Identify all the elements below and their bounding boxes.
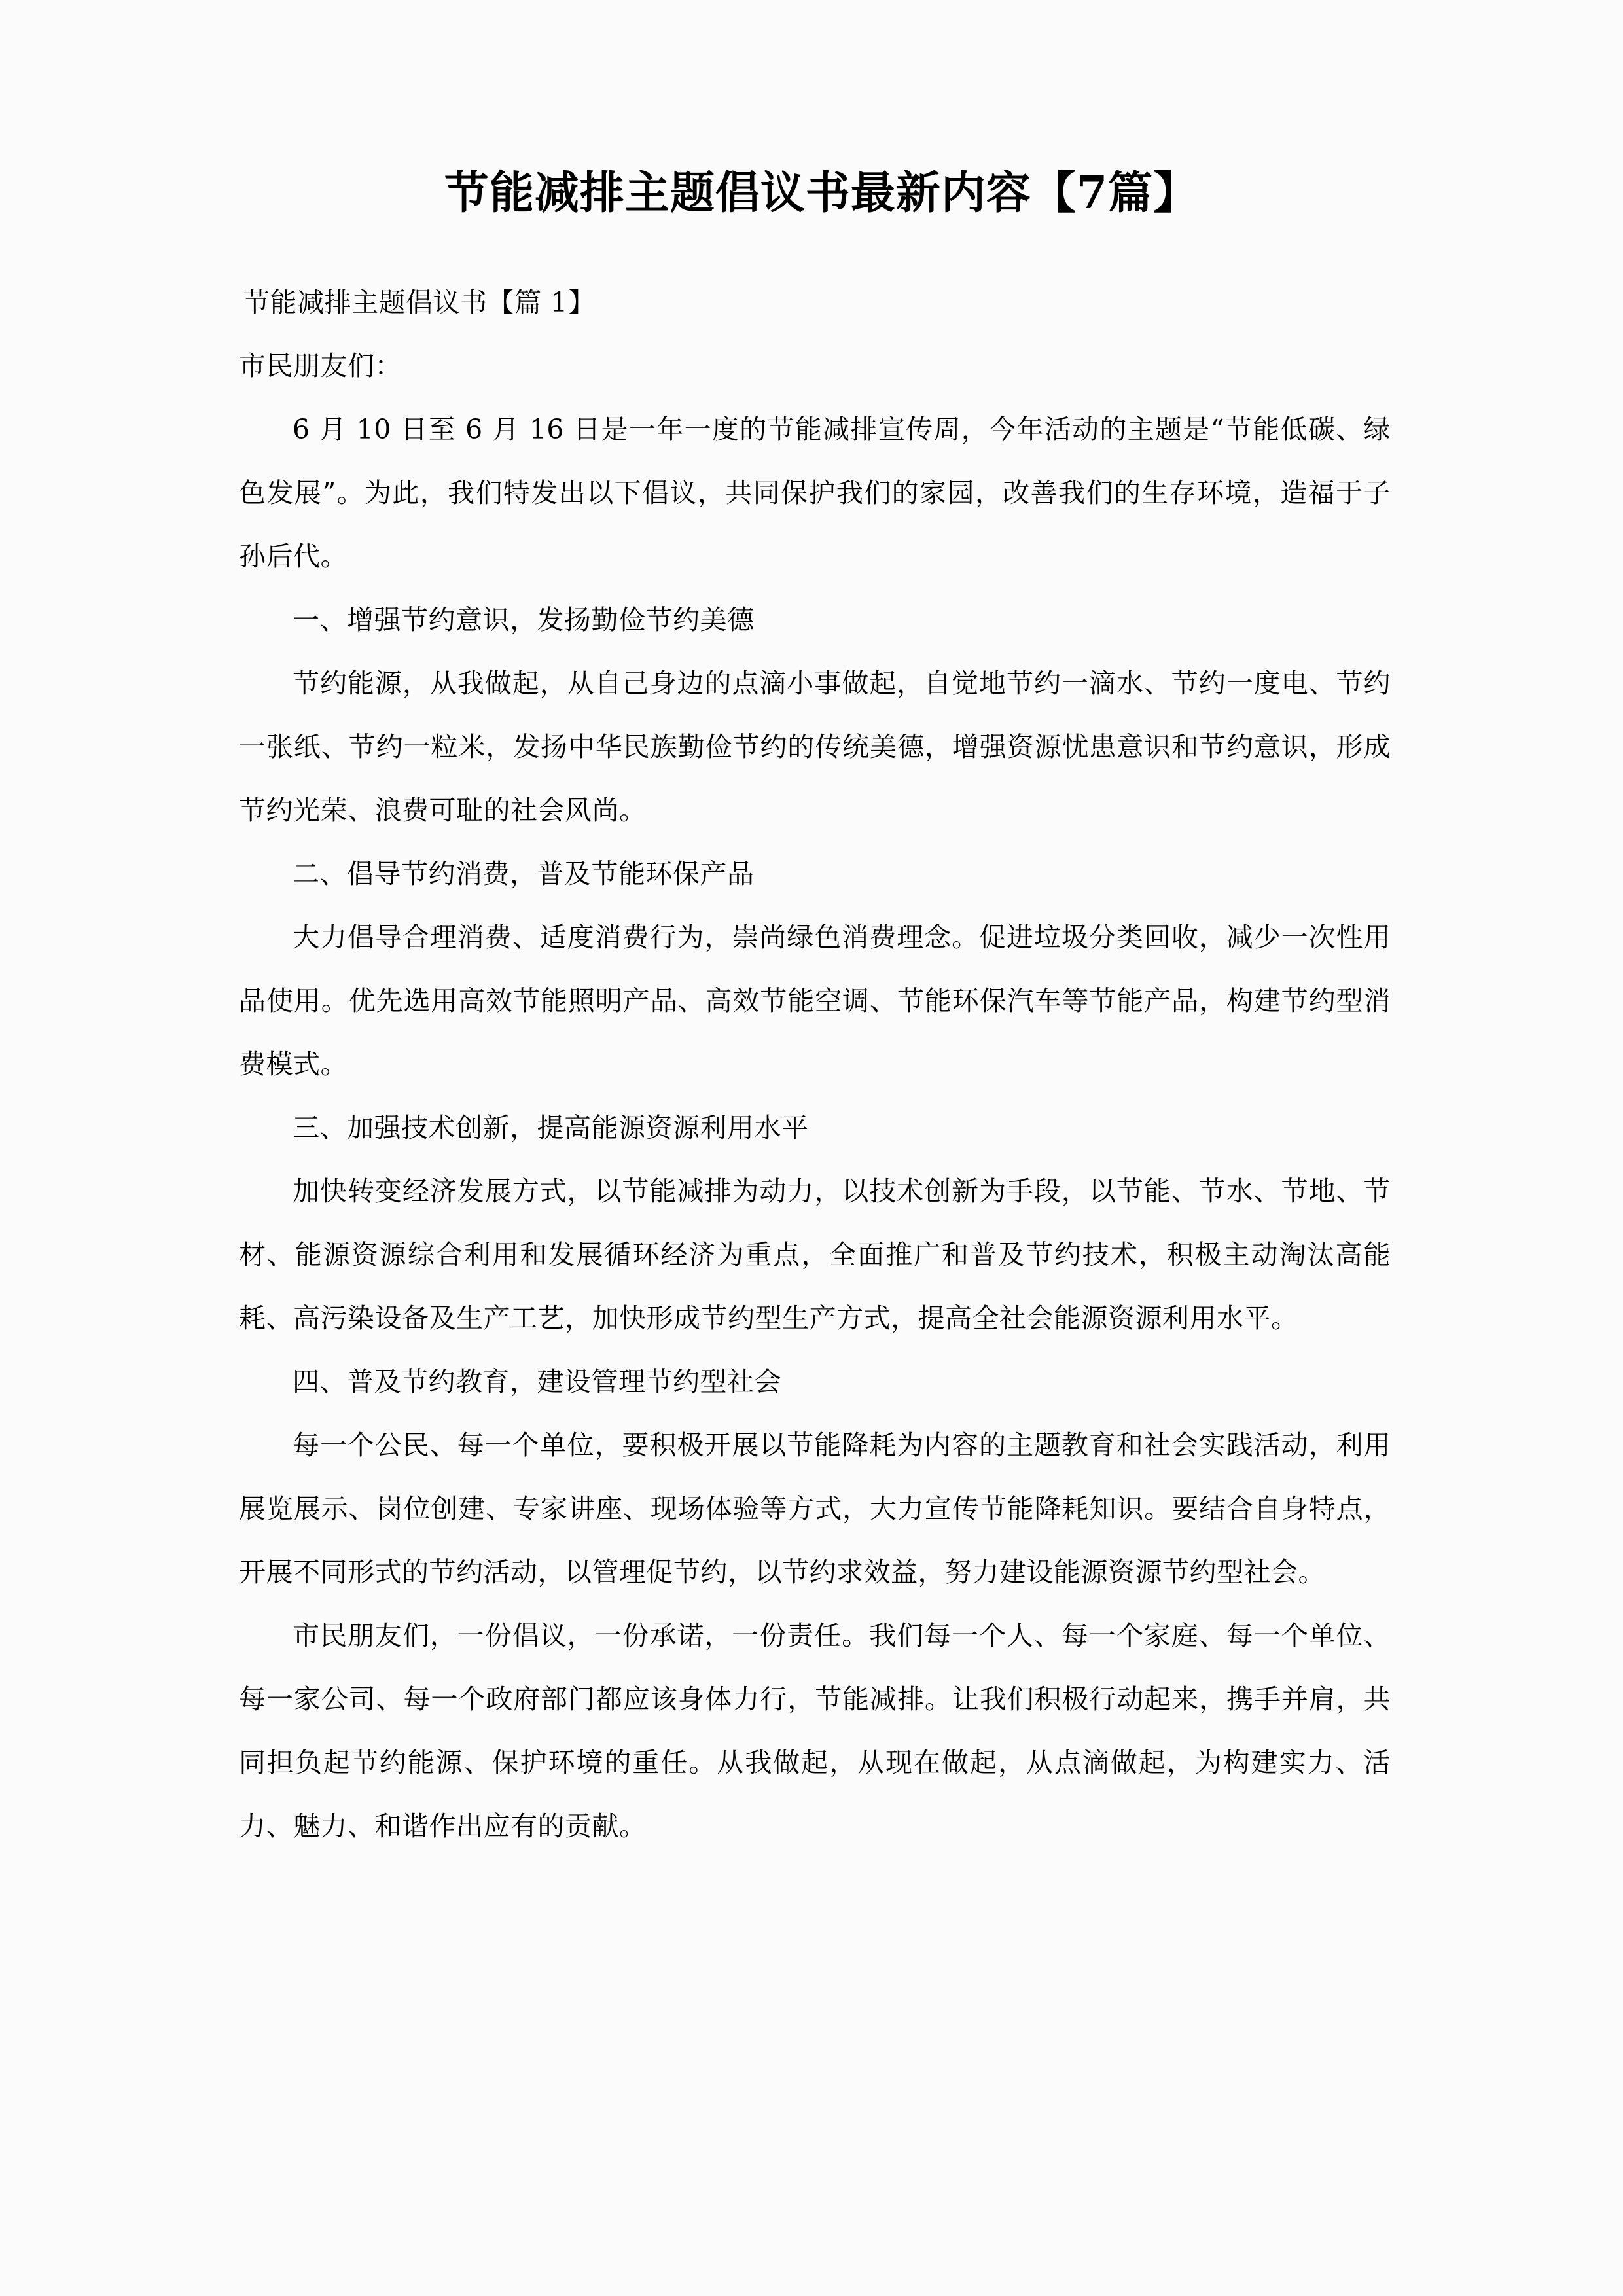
paragraph-one-body: 节约能源，从我做起，从自己身边的点滴小事做起，自觉地节约一滴水、节约一度电、节约一张纸、节约一粒米，发扬中华民族勤俭节约的传统美德，增强资源忧患意识和节约意识，形成节约光荣、浪费可耻的社会风尚。 (239, 667, 1391, 826)
page-title: 节能减排主题倡议书最新内容【7篇】 (444, 167, 1199, 219)
paragraph-closing: 市民朋友们，一份倡议，一份承诺，一份责任。我们每一个人、每一个家庭、每一个单位、每一家公司、每一个政府部门都应该身体力行，节能减排。让我们积极行动起来，携手并肩，共同担负起节约能源、保护环境的重任。从我做起，从现在做起，从点滴做起，为构建实力、活力、魅力、和谐作出应有的贡献。 (239, 1619, 1391, 1842)
section-label: 节能减排主题倡议书【篇 1】 (243, 286, 596, 318)
heading-two: 二、倡导节约消费，普及节能环保产品 (293, 857, 755, 889)
page-content (239, 164, 1391, 1858)
paragraph-three-body: 加快转变经济发展方式，以节能减排为动力，以技术创新为手段，以节能、节水、节地、节材、能源资源综合利用和发展循环经济为重点，全面推广和普及节约技术，积极主动淘汰高能耗、高污染设备及生产工艺，加快形成节约型生产方式，提高全社会能源资源利用水平。 (239, 1175, 1391, 1334)
paragraph-intro: 6 月 10 日至 6 月 16 日是一年一度的节能减排宣传周，今年活动的主题是“节能低碳、绿色发展”。为此，我们特发出以下倡议，共同保护我们的家园，改善我们的生存环境，造福于子孙后代。 (239, 413, 1391, 572)
salutation: 市民朋友们： (239, 350, 402, 382)
paragraph-two-body: 大力倡导合理消费、适度消费行为，崇尚绿色消费理念。促进垃圾分类回收，减少一次性用品使用。优先选用高效节能照明产品、高效节能空调、节能环保汽车等节能产品，构建节约型消费模式。 (239, 921, 1391, 1080)
heading-three: 三、加强技术创新，提高能源资源利用水平 (293, 1111, 809, 1143)
heading-one: 一、增强节约意识，发扬勤俭节约美德 (293, 603, 755, 636)
paragraph-four-body: 每一个公民、每一个单位，要积极开展以节能降耗为内容的主题教育和社会实践活动，利用展览展示、岗位创建、专家讲座、现场体验等方式，大力宣传节能降耗知识。要结合自身特点，开展不同形式的节约活动，以管理促节约，以节约求效益，努力建设能源资源节约型社会。 (239, 1429, 1391, 1588)
heading-four: 四、普及节约教育，建设管理节约型社会 (293, 1365, 781, 1397)
document-body (239, 271, 1391, 1858)
